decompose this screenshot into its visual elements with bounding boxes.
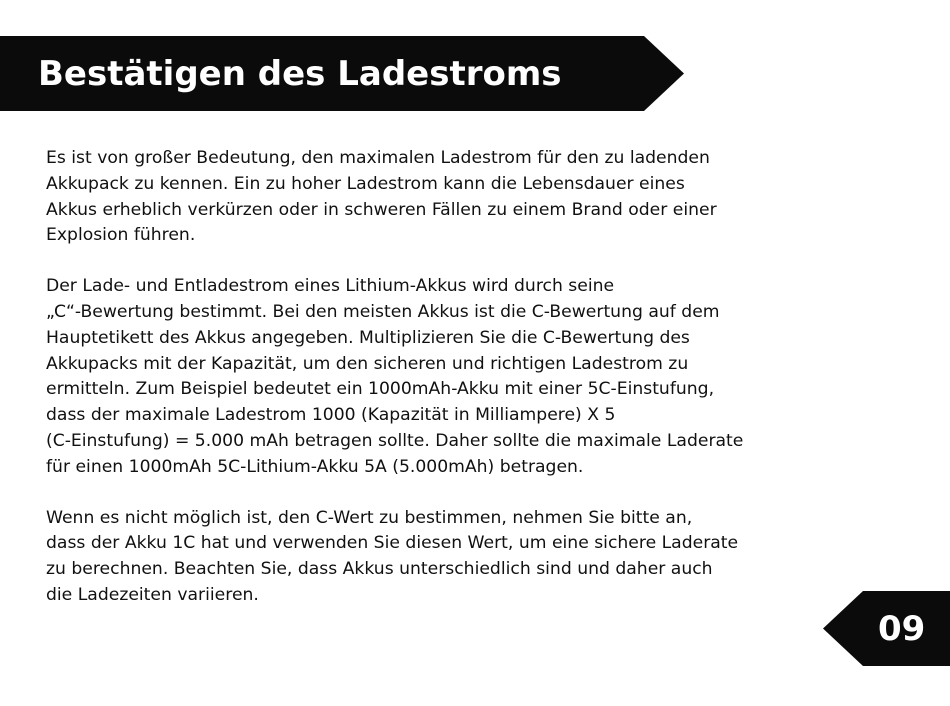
paragraph-default-rating: Wenn es nicht möglich ist, den C-Wert zu bestimmen, nehmen Sie bitte an, dass der Akku 1C hat und verwenden Sie diesen Wert, um eine sichere Laderate zu berechnen. Beachten Sie, dass Akkus unterschiedlich sind und daher auch die Ladezeiten variieren.: [46, 507, 739, 605]
page-title: Bestätigen des Ladestroms: [38, 54, 562, 94]
paragraph-c-rating: Der Lade- und Entladestrom eines Lithium-Akkus wird durch seine „C“-Bewertung bestimmt. Bei den meisten Akkus ist die C-Bewertung auf dem Hauptetikett des Akkus angegeben. Multiplizieren Sie die C-Bewertung des Akkupacks mit der Kapazität, um den sicheren und richtigen Ladestrom zu ermitteln. Zum Beispiel bedeutet ein 1000mAh-Akku mit einer 5C-Einstufung, dass der maximale Ladestrom 1000 (Kapazität in Milliampere) X 5 (C-Einstufung) = 5.000 mAh betragen sollte. Daher sollte die maximale Laderate für einen 1000mAh 5C-Lithium-Akku 5A (5.000mAh) betragen.: [46, 276, 744, 477]
body-text: [46, 146, 916, 634]
page-number: 09: [878, 609, 926, 649]
paragraph-intro: Es ist von großer Bedeutung, den maximalen Ladestrom für den zu ladenden Akkupack zu kennen. Ein zu hoher Ladestrom kann die Lebensdauer eines Akkus erheblich verkürzen oder in schweren Fällen zu einem Brand oder einer Explosion führen.: [46, 148, 717, 246]
